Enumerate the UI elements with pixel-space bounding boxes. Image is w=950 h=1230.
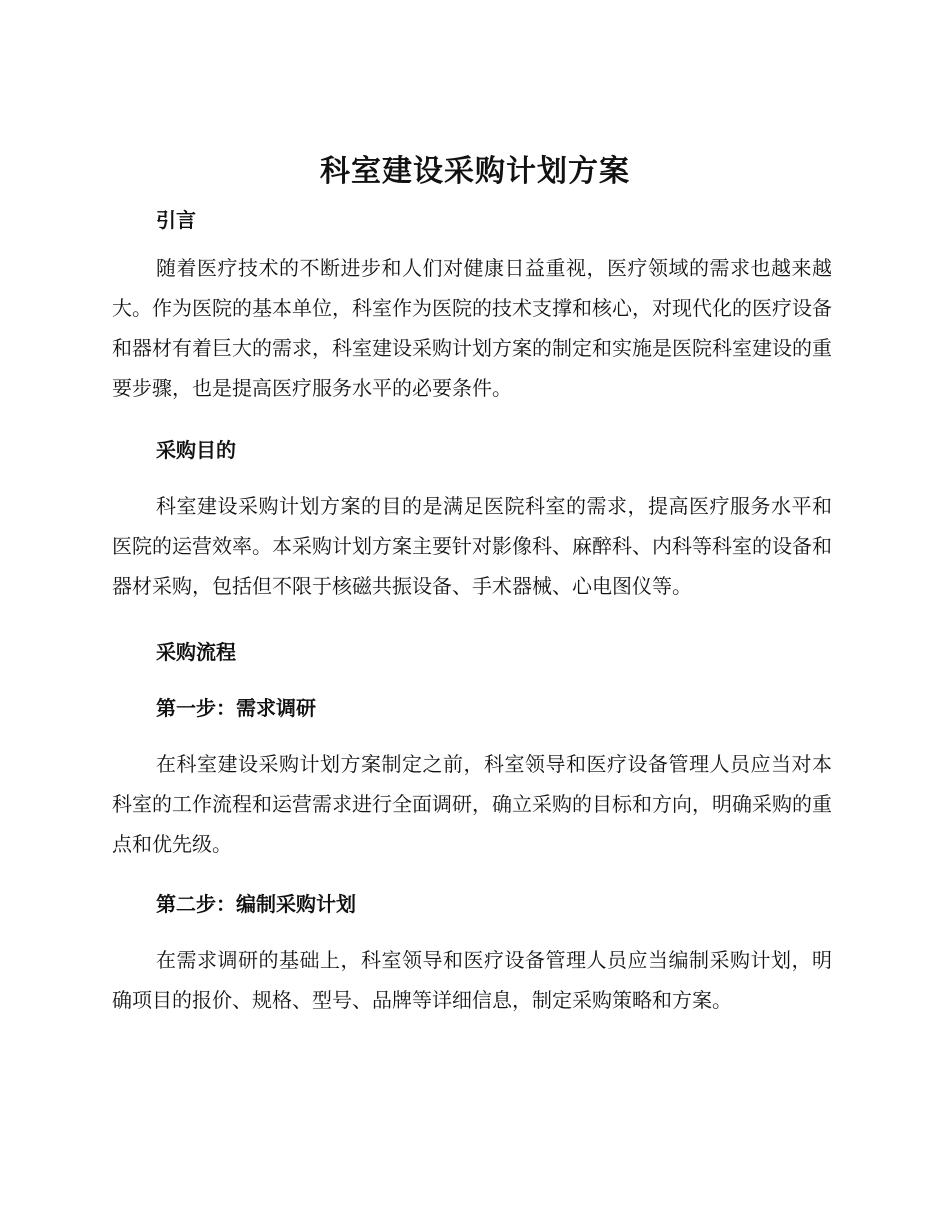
document-body xyxy=(112,200,832,1020)
paragraph-intro: 随着医疗技术的不断进步和人们对健康日益重视，医疗领域的需求也越来越大。作为医院的基本单位，科室作为医院的技术支撑和核心，对现代化的医疗设备和器材有着巨大的需求，科室建设采购计划方案的制定和实施是医院科室建设的重要步骤，也是提高医疗服务水平的必要条件。 xyxy=(112,256,832,400)
heading-purpose: 采购目的 xyxy=(156,438,236,462)
heading-process: 采购流程 xyxy=(156,640,236,664)
heading-step1: 第一步：需求调研 xyxy=(156,696,316,720)
heading-intro: 引言 xyxy=(156,208,196,232)
heading-step2: 第二步：编制采购计划 xyxy=(156,892,356,916)
document-title: 科室建设采购计划方案 xyxy=(320,154,630,189)
paragraph-purpose: 科室建设采购计划方案的目的是满足医院科室的需求，提高医疗服务水平和医院的运营效率。本采购计划方案主要针对影像科、麻醉科、内科等科室的设备和器材采购，包括但不限于核磁共振设备、手术器械、心电图仪等。 xyxy=(112,494,832,598)
paragraph-step2: 在需求调研的基础上，科室领导和医疗设备管理人员应当编制采购计划，明确项目的报价、规格、型号、品牌等详细信息，制定采购策略和方案。 xyxy=(112,948,832,1012)
paragraph-step1: 在科室建设采购计划方案制定之前，科室领导和医疗设备管理人员应当对本科室的工作流程和运营需求进行全面调研，确立采购的目标和方向，明确采购的重点和优先级。 xyxy=(112,752,832,856)
